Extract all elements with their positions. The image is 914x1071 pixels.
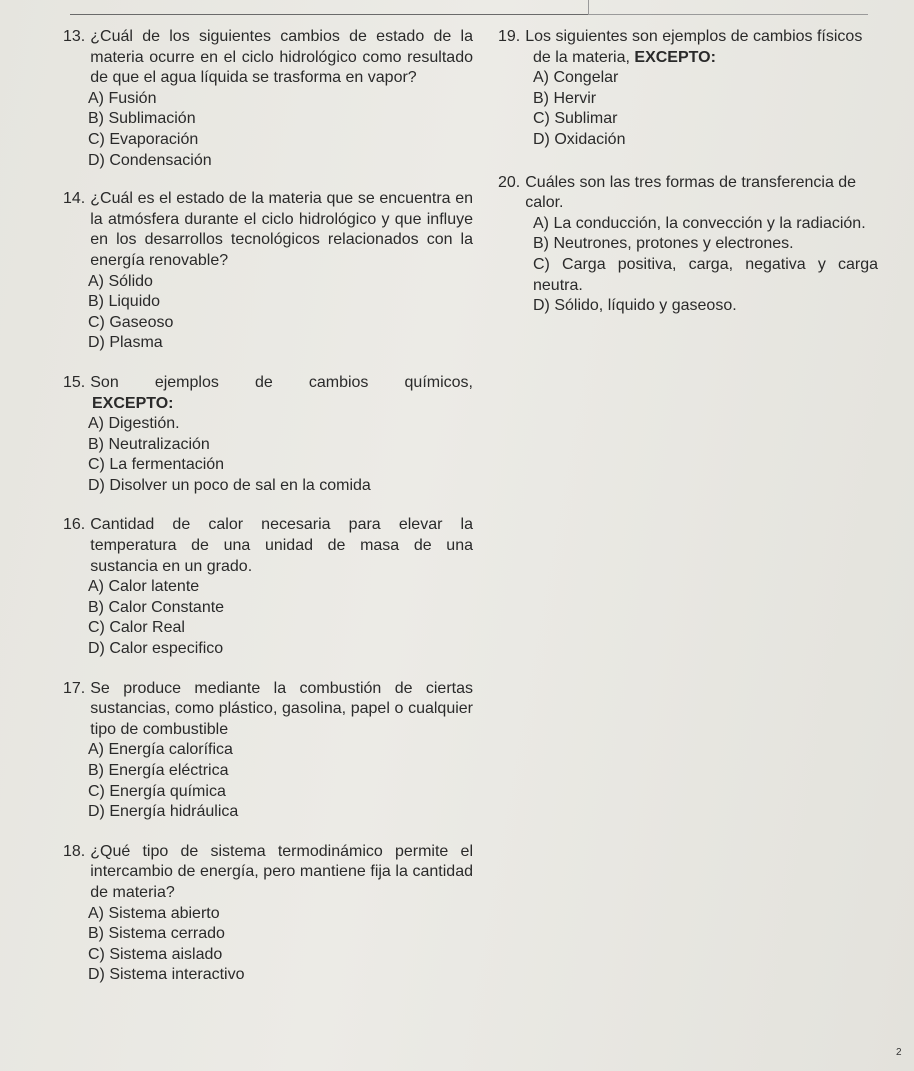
option-c[interactable]: C) Energía química <box>88 782 226 800</box>
header-box <box>588 0 868 15</box>
question-stem: Se produce mediante la combustión de ciertas sustancias, como plástico, gasolina, papel o cualquier tipo de combustible <box>90 679 473 738</box>
question-stem-continued <box>498 48 878 69</box>
option-d[interactable]: D) Condensación <box>88 151 212 169</box>
options-list <box>63 904 473 986</box>
question-stem: ¿Cuál de los siguientes cambios de estado de la materia ocurre en el ciclo hidrológico como resultado de que el agua líquida se trasforma en vapor? <box>90 28 473 87</box>
right-column <box>498 27 878 317</box>
option-a[interactable]: A) Digestión. <box>88 415 180 433</box>
option-b[interactable]: B) Neutralización <box>88 435 210 453</box>
question-number: 16. <box>63 516 86 534</box>
page-number: 2 <box>896 1047 902 1058</box>
options-list <box>63 272 473 354</box>
question-stem: ¿Qué tipo de sistema termodinámico permite el intercambio de energía, pero mantiene fija la cantidad de materia? <box>90 842 473 901</box>
question-17 <box>63 679 473 823</box>
question-stem: Son ejemplos de cambios químicos, <box>90 373 473 391</box>
question-number: 17. <box>63 679 86 697</box>
question-stem: Los siguientes son ejemplos de cambios físicos <box>525 28 863 45</box>
option-c[interactable]: C) Carga positiva, carga, negativa y carga neutra. <box>533 255 878 294</box>
option-d[interactable]: D) Sistema interactivo <box>88 966 245 984</box>
option-b[interactable]: B) Liquido <box>88 293 161 311</box>
options-list <box>63 740 473 822</box>
question-number: 20. <box>498 173 521 191</box>
option-d[interactable]: D) Oxidación <box>533 130 626 148</box>
question-emphasis: EXCEPTO: <box>634 48 716 66</box>
option-c[interactable]: C) Sublimar <box>533 110 618 128</box>
options-list <box>63 577 473 659</box>
option-c[interactable]: C) La fermentación <box>88 456 225 474</box>
question-19 <box>498 27 878 151</box>
question-15 <box>63 373 473 497</box>
options-list <box>498 214 878 317</box>
question-stem: ¿Cuál es el estado de la materia que se encuentra en la atmósfera durante el ciclo hidrológico y que influye en los desarrollos tecnológicos relacionados con la energía renovable? <box>90 190 473 269</box>
options-list <box>63 89 473 171</box>
option-d[interactable]: D) Sólido, líquido y gaseoso. <box>533 297 737 315</box>
question-number: 13. <box>63 28 86 45</box>
option-d[interactable]: D) Calor especifico <box>88 640 224 658</box>
option-b[interactable]: B) Calor Constante <box>88 598 225 616</box>
question-18 <box>63 842 473 986</box>
question-13 <box>63 27 473 171</box>
options-list <box>63 414 473 496</box>
option-c[interactable]: C) Gaseoso <box>88 313 174 331</box>
question-emphasis: EXCEPTO: <box>92 394 174 412</box>
question-number: 19. <box>498 28 521 45</box>
question-14 <box>63 189 473 354</box>
option-d[interactable]: D) Plasma <box>88 334 163 352</box>
option-b[interactable]: B) Energía eléctrica <box>88 762 229 779</box>
option-c[interactable]: C) Calor Real <box>88 619 185 637</box>
question-stem: Cuáles son las tres formas de transferencia de calor. <box>525 173 857 212</box>
question-stem-line2: de la materia, <box>533 48 630 66</box>
option-a[interactable]: A) Energía calorífica <box>88 741 233 759</box>
option-b[interactable]: B) Hervir <box>533 89 597 107</box>
option-a[interactable]: A) Fusión <box>88 89 157 107</box>
option-b[interactable]: B) Sistema cerrado <box>88 925 225 943</box>
option-a[interactable]: A) La conducción, la convección y la radiación. <box>533 214 866 232</box>
option-c[interactable]: C) Sistema aislado <box>88 945 223 963</box>
option-a[interactable]: A) Sistema abierto <box>88 904 220 922</box>
option-d[interactable]: D) Disolver un poco de sal en la comida <box>88 476 371 494</box>
question-number: 18. <box>63 842 86 860</box>
option-a[interactable]: A) Sólido <box>88 272 153 290</box>
question-20 <box>498 173 878 317</box>
option-b[interactable]: B) Sublimación <box>88 110 196 128</box>
question-number: 14. <box>63 190 86 208</box>
option-a[interactable]: A) Congelar <box>533 69 619 87</box>
options-list <box>498 68 878 150</box>
option-d[interactable]: D) Energía hidráulica <box>88 803 239 821</box>
question-number: 15. <box>63 373 86 391</box>
question-16 <box>63 515 473 659</box>
option-c[interactable]: C) Evaporación <box>88 130 199 148</box>
left-column <box>63 27 473 986</box>
question-stem: Cantidad de calor necesaria para elevar la temperatura de una unidad de masa de una sustancia en un grado. <box>90 516 473 575</box>
option-a[interactable]: A) Calor latente <box>88 578 200 596</box>
option-b[interactable]: B) Neutrones, protones y electrones. <box>533 235 794 253</box>
